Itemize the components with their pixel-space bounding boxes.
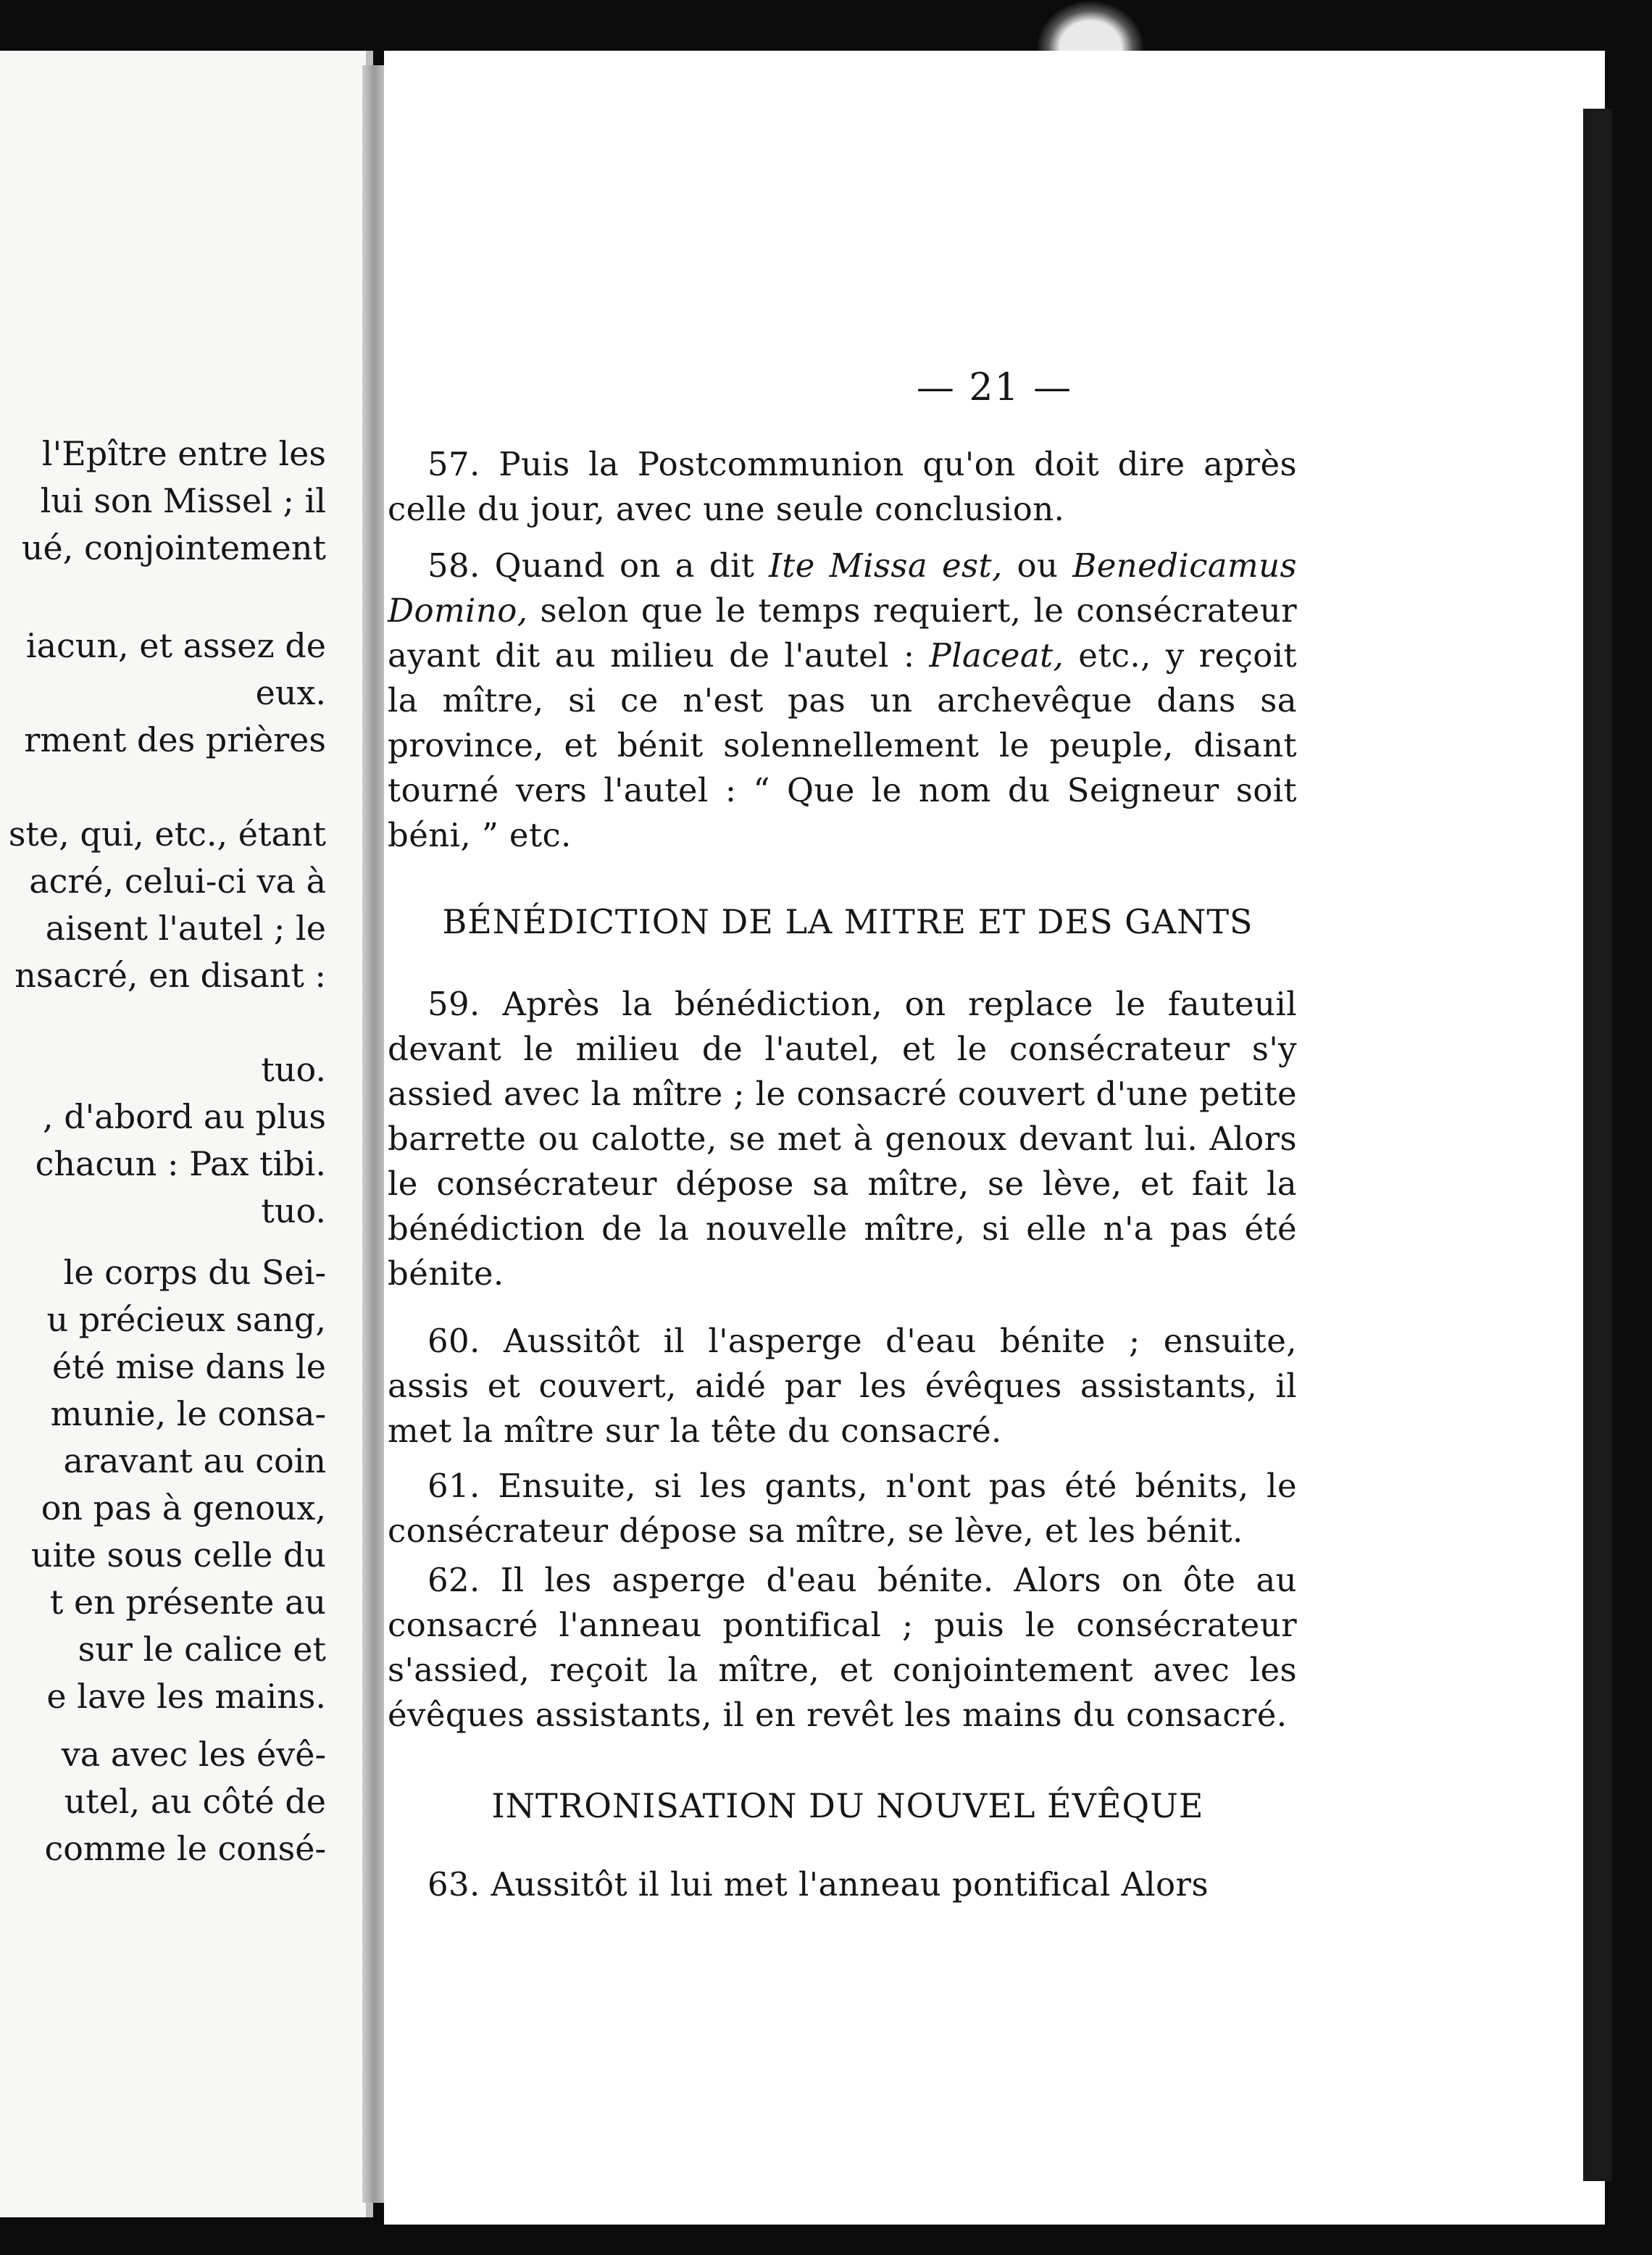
left-line: comme le consé-: [44, 1829, 326, 1868]
left-line: e lave les mains.: [46, 1677, 326, 1716]
left-line: sur le calice et: [78, 1630, 326, 1669]
paragraph-61: 61. Ensuite, si les gants, n'ont pas été bénits, le consécrateur dépose sa mître, se lève, et les bénit.: [388, 1467, 1297, 1550]
left-line: utel, au côté de: [64, 1782, 326, 1821]
paragraph-59: 59. Après la bénédiction, on replace le fauteuil devant le milieu de l'autel, et le consécrateur s'y assied avec la mître ; le consacré couvert d'une petite barrette ou calotte, se met à genoux devant lui. Alors le consécrateur dépose sa mître, se lève, et fait la bénédiction de la nouvelle mître, si elle n'a pas été bénite.: [388, 985, 1297, 1293]
left-line: iacun, et assez de: [25, 626, 326, 665]
left-line: acré, celui-ci va à: [29, 862, 326, 901]
left-line: tuo.: [261, 1050, 326, 1089]
left-page: [0, 51, 373, 2217]
right-page-edge: [1583, 109, 1612, 2181]
left-line: uite sous celle du: [30, 1535, 326, 1575]
left-line: été mise dans le: [52, 1347, 326, 1386]
left-line: t en présente au: [49, 1583, 326, 1622]
left-line: munie, le consa-: [50, 1394, 326, 1433]
paragraph-58: 58. Quand on a dit Ite Missa est, ou Benedicamus Domino, selon que le temps requiert, le consécrateur ayant dit au milieu de l'autel : Placeat, etc., y reçoit la mître, si ce n'est pas un archevêque dans sa province, et bénit solennellement le peuple, disant tourné vers l'autel : “ Que le nom du Seigneur soit béni, ” etc.: [388, 546, 1297, 854]
paragraph-62: 62. Il les asperge d'eau bénite. Alors on ôte au consacré l'anneau pontifical ; puis le consécrateur s'assied, reçoit la mître, et conjointement avec les évêques assistants, il en revêt les mains du consacré.: [388, 1561, 1297, 1734]
left-line: eux.: [255, 673, 326, 712]
left-line: lui son Missel ; il: [40, 481, 326, 520]
left-line: , d'abord au plus: [42, 1097, 326, 1136]
section-heading-benediction: BÉNÉDICTION DE LA MITRE ET DES GANTS: [442, 902, 1253, 941]
left-line: u précieux sang,: [46, 1300, 326, 1339]
left-line: va avec les évê-: [61, 1735, 326, 1774]
left-line: chacun : Pax tibi.: [35, 1144, 326, 1183]
paragraph-57: 57. Puis la Postcommunion qu'on doit dire après celle du jour, avec une seule conclusion.: [388, 445, 1297, 528]
left-line: l'Epître entre les: [41, 434, 326, 473]
left-line: le corps du Sei-: [63, 1253, 326, 1292]
section-heading-intronisation: INTRONISATION DU NOUVEL ÉVÊQUE: [491, 1786, 1204, 1825]
left-line: aravant au coin: [63, 1441, 326, 1480]
left-line: ste, qui, etc., étant: [8, 814, 326, 854]
paragraph-60: 60. Aussitôt il l'asperge d'eau bénite ; ensuite, assis et couvert, aidé par les évêques assistants, il met la mître sur la tête du consacré.: [388, 1322, 1297, 1450]
left-line: rment des prières: [24, 720, 326, 759]
left-line: nsacré, en disant :: [14, 956, 326, 995]
left-line: aisent l'autel ; le: [45, 909, 326, 948]
left-line: tuo.: [261, 1191, 326, 1230]
left-line: on pas à genoux,: [41, 1488, 326, 1527]
left-line: ué, conjointement: [21, 528, 326, 567]
page-number: — 21 —: [916, 366, 1073, 409]
paragraph-63: 63. Aussitôt il lui met l'anneau pontifical Alors: [427, 1865, 1209, 1904]
